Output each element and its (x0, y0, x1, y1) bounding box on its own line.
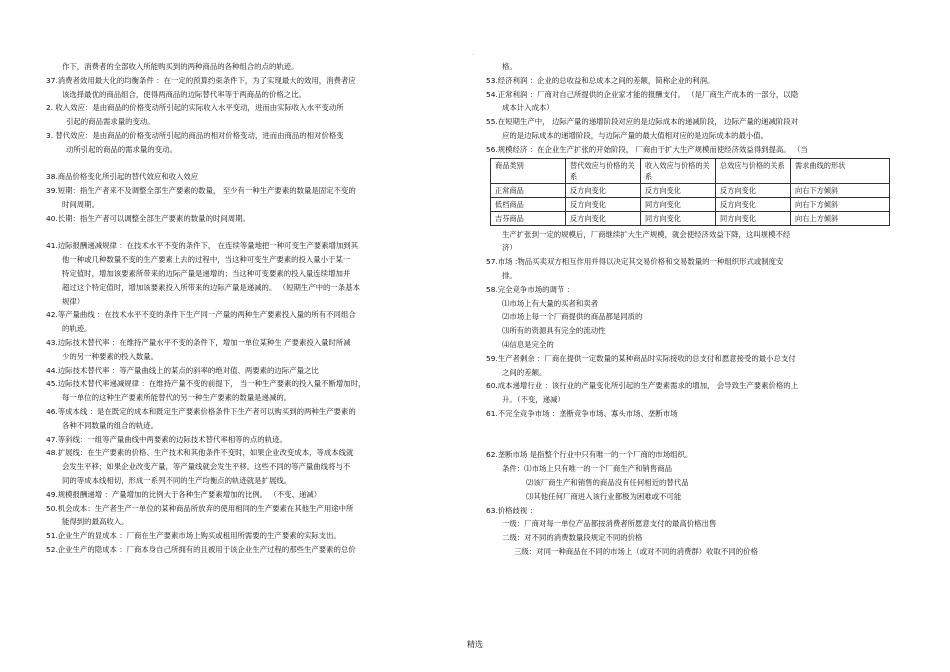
table-cell: 向右上方倾斜 (791, 211, 890, 225)
text-line: 41.边际报酬递减规律 ：在技术水平不变的条件下， 在连续等量地把一种可变生产要素增加到其 (46, 241, 359, 251)
text-line: 二级：对不同的消费数量段规定不同的价格 (502, 533, 643, 543)
text-line: 该选择最优的商品组合，使得两商品的边际替代率等于两商品的价格之比。 (62, 89, 306, 99)
text-line: 少的另一种要素的投入数量。 (62, 351, 159, 361)
text-line: 排。 (502, 270, 517, 280)
table-row (491, 211, 890, 225)
text-line: 61.不完全竞争市场 ：垄断竞争市场、寡头市场、垄断市场 (486, 408, 678, 418)
table-cell: 反方向变化 (716, 183, 791, 197)
text-line: 37.消费者效用最大化的均衡条件 ：在一定的预算约束条件下，为了实现最大的效用，消费者应 (46, 75, 356, 85)
text-line: 40.长期：指生产者可以调整全部生产要素的数量的时间周期。 (46, 213, 250, 223)
text-line: 的轨迹。 (62, 324, 92, 334)
table-cell: 正常商品 (491, 183, 566, 197)
text-line: 58.完全竞争市场的调节 ： (486, 284, 575, 294)
page-footer: 精选 (467, 640, 483, 649)
text-line: 升。（不变，递减） (502, 395, 565, 405)
text-line: 55.在短期生产中， 边际产量的递增阶段对应的是边际成本的递减阶段， 边际产量的递减阶段对 (486, 117, 799, 127)
text-line: ⑶其他任何厂商进入该行业都极为困难或不可能 (526, 491, 682, 501)
text-line: ⑷信息是完全的 (502, 339, 554, 349)
text-line: 56.规模经济 ：在企业生产扩张的开始阶段， 厂商由于扩大生产规模而使经济效益得到提高。 （当 (486, 144, 808, 154)
text-line: 超过这个特定值时，增加该要素投入所带来的边际产量是递减的。 （短期生产中的一条基本 (62, 282, 360, 292)
table-cell: 反方向变化 (641, 183, 716, 197)
table-cell: 同方向变化 (641, 211, 716, 225)
table-header-cell: 总效应与价格的关系 (716, 158, 791, 183)
text-line: 动所引起的商品的需求量的变动。 (66, 144, 177, 154)
text-line: 48.扩展线：在生产要素的价格、生产技术和其他条件不变时，如果企业改变成本，等成本线就 (46, 448, 354, 458)
text-line: 62.垄断市场 是指整个行业中只有唯一的一个厂商的市场组织。 (486, 450, 693, 460)
table-cell: 同方向变化 (641, 197, 716, 211)
text-line: 3. 替代效应：是由商品的价格变动所引起的商品的相对价格变动，进而由商品的相对价格变 (46, 130, 344, 140)
table-header-row (491, 158, 890, 183)
blank-line (486, 421, 906, 435)
text-line: 50.机会成本：生产者生产一单位的某种商品所放弃的使用相同的生产要素在其他生产用途中所 (46, 503, 354, 513)
text-line: 应的是边际成本的递增阶段，与边际产量的最大值相对应的是边际成本的最小值。 (502, 130, 769, 140)
text-line: 45.边际技术替代率递减规律 ：在维持产量不变的前提下， 当一种生产要素的投入量不断增加时， (46, 379, 366, 389)
text-line: ⑴市场上有大量的买者和卖者 (502, 298, 599, 308)
text-line: 49.规模报酬递增 ：产量增加的比例大于各种生产要素增加的比例。 （不变、递减） (46, 489, 322, 499)
text-line: 39.短期：指生产者来不及调整全部生产要素的数量， 至少有一种生产要素的数量是固定不变的 (46, 186, 356, 196)
table-row (491, 197, 890, 211)
text-line: 42.等产量曲线 ：在技术水平不变的条件下生产同一产量的两种生产要素投入量的所有不同组合 (46, 310, 356, 320)
text-line: ⑵该厂商生产和销售的商品没有任何相近的替代品 (526, 477, 689, 487)
text-line: 各种不同数量的组合的轨迹。 (62, 420, 159, 430)
text-line: 53.经济利润 ：企业的总收益和总成本之间的差额，简称企业的利润。 (486, 75, 715, 85)
effects-table (490, 158, 890, 226)
text-line: 一级：厂商对每一单位产品都按消费者所愿意支付的最高价格出售 (502, 519, 717, 529)
text-line: 引起的商品需求量的变动。 (66, 117, 155, 127)
table-header-cell: 收入效应与价格的关系 (641, 158, 716, 183)
text-line: 60.成本递增行业 ：该行业的产量变化所引起的生产要素需求的增加， 会导致生产要素价格的上 (486, 381, 799, 391)
text-line: 59.生产者剩余 ：厂商在提供一定数量的某种商品时实际接收的总支付和愿意接受的最小总支付 (486, 353, 796, 363)
text-line: 51.企业生产的显成本 ：厂商在生产要素市场上购买或租用所需要的生产要素的实际支出。 (46, 531, 341, 541)
text-line: 47.等斜线：一组等产量曲线中两要素的边际技术替代率相等的点的轨迹。 (46, 434, 287, 444)
text-line: 46.等成本线 ：是在既定的成本和既定生产要素价格条件下生产者可以购买到的两种生产要素的 (46, 406, 356, 416)
text-line: 格。 (502, 62, 517, 71)
text-line: 能得到的最高收入。 (62, 517, 129, 527)
text-line: 规律） (62, 296, 85, 306)
right-bottom-section (486, 228, 906, 559)
text-line: 57.市场 :物品买卖双方相互作用并得以决定其交易价格和交易数量的一种组织形式或制度安 (486, 257, 784, 267)
text-line: 之间的差额。 (502, 367, 547, 377)
text-line: 作下，消费者的全部收入所能购买到的两种商品的各种组合的点的轨迹。 (62, 62, 299, 71)
table-header-cell: 需求曲线的形状 (791, 158, 890, 183)
text-line: 54.正常利润 ：厂商对自己所提供的企业家才能的报酬支付。 （是厂商生产成本的一部分，以隐 (486, 89, 799, 99)
table-header-cell: 商品类别 (491, 158, 566, 183)
text-line: 63.价格歧视 ： (486, 505, 538, 515)
table-cell: 低档商品 (491, 197, 566, 211)
table-cell: 反方向变化 (566, 211, 641, 225)
text-line: 他一种或几种数量不变的生产要素上去的过程中，当这种可变生产要素的投入量小于某一 (62, 255, 351, 265)
text-line: ⑶所有的资源具有完全的流动性 (502, 326, 606, 336)
text-line: 38.商品价格变化所引起的替代效应和收入效应 (46, 172, 199, 182)
text-line: 特定值时，增加该要素所带来的边际产量是递增的；当这种可变要素的投入量连续增加并 (62, 268, 351, 278)
table-cell: 反方向变化 (716, 197, 791, 211)
text-line: 52.企业生产的隐成本 ：厂商本身自己所拥有的且被用于该企业生产过程的那些生产要素的总价 (46, 544, 356, 554)
text-line: 同的等成本线相切，形成一系列不同的生产均衡点的轨迹就是扩展线。 (62, 475, 292, 485)
text-line: ⑵市场上每一个厂商提供的商品都是同质的 (502, 312, 643, 322)
right-column (486, 60, 906, 559)
text-line: 生产扩张到一定的规模后，厂商继续扩大生产规模，就会使经济效益下降，这叫规模不经 (502, 229, 791, 239)
text-line: 44.边际技术替代率 ：等产量曲线上的某点的斜率的绝对值、两要素的边际产量之比 (46, 365, 319, 375)
text-line: 条件：⑴市场上只有唯一的一个厂商生产和销售商品 (502, 464, 672, 474)
table-header-cell: 替代效应与价格的关系 (566, 158, 641, 183)
table-cell: 向右下方倾斜 (791, 183, 890, 197)
right-top-section (486, 60, 906, 157)
blank-line (46, 226, 466, 240)
page-dot: · (472, 52, 474, 59)
text-line: 时间周期。 (62, 199, 99, 209)
text-line: 济） (502, 243, 517, 253)
blank-line (486, 435, 906, 449)
left-column (46, 60, 466, 557)
text-line: 每一单位的这种生产要素所能替代的另一种生产要素的数量是递减的。 (62, 393, 292, 403)
table-cell: 同方向变化 (716, 211, 791, 225)
table-cell: 吉芬商品 (491, 211, 566, 225)
table-cell: 向右下方倾斜 (791, 197, 890, 211)
blank-line (46, 157, 466, 171)
text-line: 三级：对同一种商品在不同的市场上（或对不同的消费群）收取不同的价格 (514, 546, 758, 556)
table-cell: 反方向变化 (566, 197, 641, 211)
table-cell: 反方向变化 (566, 183, 641, 197)
text-line: 43.边际技术替代率 ：在维持产量水平不变的条件下，增加一单位某种生 产要素投入量时所减 (46, 337, 351, 347)
text-line: 2. 收入效应：是由商品的价格变动所引起的实际收入水平变动，进而由实际收入水平变动所 (46, 103, 344, 113)
table-row (491, 183, 890, 197)
text-line: 成本计入成本） (502, 103, 554, 113)
text-line: 会发生平移；如果企业改变产量，等产量线就会发生平移。这些不同的等产量曲线将与不 (62, 462, 351, 472)
